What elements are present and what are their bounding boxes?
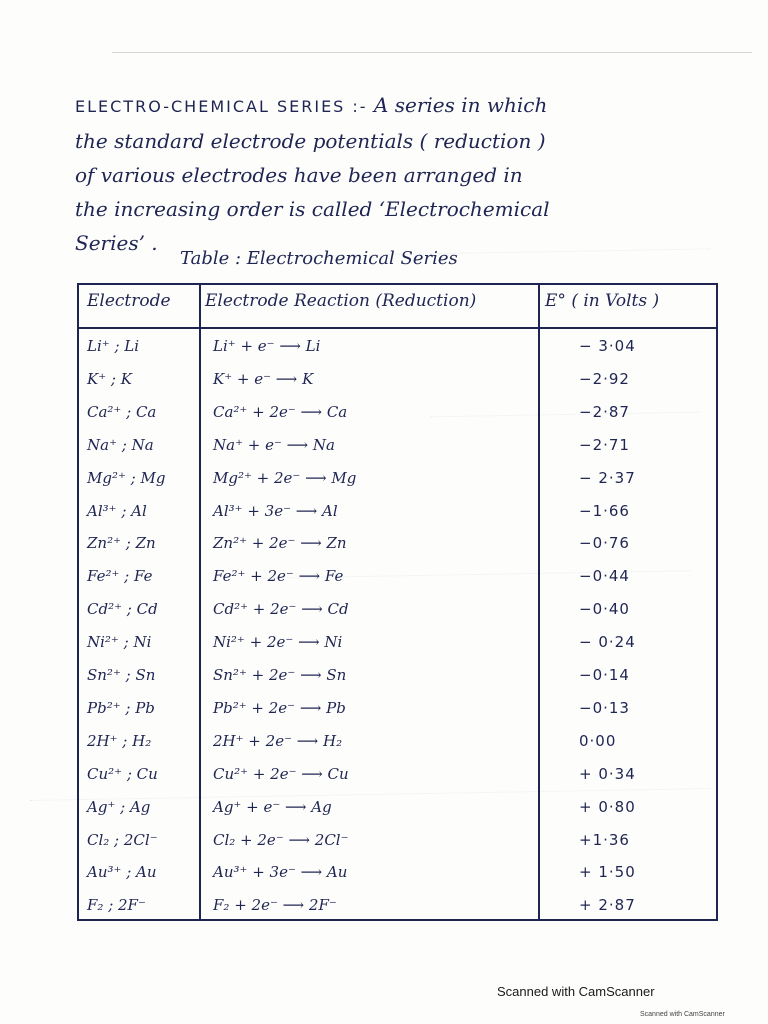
potential-cell: −0·44 xyxy=(579,567,630,586)
header-reaction: Electrode Reaction (Reduction) xyxy=(205,291,477,311)
table-row xyxy=(79,596,716,628)
reaction-cell: Li⁺ + e⁻ ⟶ Li xyxy=(213,337,321,355)
table-row xyxy=(79,333,716,365)
potential-cell: −2·71 xyxy=(579,435,630,454)
electrode-cell: Zn²⁺ ; Zn xyxy=(87,534,156,553)
electrode-cell: Ni²⁺ ; Ni xyxy=(87,633,152,652)
header-electrode: Electrode xyxy=(87,291,171,311)
potential-cell: − 0·24 xyxy=(579,633,636,652)
intro-line-3: of various electrodes have been arranged in xyxy=(75,163,523,187)
scanner-watermark-small: Scanned with CamScanner xyxy=(640,1011,725,1018)
electrode-cell: Al³⁺ ; Al xyxy=(87,501,147,520)
electrode-cell: Pb²⁺ ; Pb xyxy=(87,698,155,717)
intro-line-4: the increasing order is called ‘Electrochemical xyxy=(75,197,550,221)
electrode-cell: Cu²⁺ ; Cu xyxy=(87,764,158,783)
table-title: Table : Electrochemical Series xyxy=(180,248,458,269)
electrode-cell: Cd²⁺ ; Cd xyxy=(87,600,158,619)
electrode-cell: F₂ ; 2F⁻ xyxy=(87,896,146,915)
reaction-cell: Mg²⁺ + 2e⁻ ⟶ Mg xyxy=(213,468,357,487)
potential-cell: + 0·80 xyxy=(579,797,636,816)
electrode-cell: Ag⁺ ; Ag xyxy=(87,797,151,816)
reaction-cell: Cd²⁺ + 2e⁻ ⟶ Cd xyxy=(213,600,349,619)
table-row xyxy=(79,761,716,793)
electrochemical-series-table xyxy=(77,283,718,921)
table-row xyxy=(79,465,716,497)
reaction-cell: Na⁺ + e⁻ ⟶ Na xyxy=(213,435,335,454)
table-row xyxy=(79,827,716,859)
reaction-cell: K⁺ + e⁻ ⟶ K xyxy=(213,369,314,388)
potential-cell: − 3·04 xyxy=(579,337,636,355)
potential-cell: −0·14 xyxy=(579,666,630,684)
section-heading: ELECTRO-CHEMICAL SERIES :- xyxy=(75,97,368,116)
potential-cell: −0·76 xyxy=(579,534,630,553)
table-row xyxy=(79,498,716,530)
intro-line-1-rest: A series in which xyxy=(367,93,548,117)
electrode-cell: Na⁺ ; Na xyxy=(87,435,154,454)
electrode-cell: Li⁺ ; Li xyxy=(87,337,140,355)
potential-cell: + 2·87 xyxy=(579,896,636,915)
table-row xyxy=(79,563,716,595)
electrode-cell: Cl₂ ; 2Cl⁻ xyxy=(87,830,158,849)
table-row xyxy=(79,859,716,891)
potential-cell: −1·66 xyxy=(579,501,630,520)
intro-paragraph xyxy=(75,88,743,260)
reaction-cell: Al³⁺ + 3e⁻ ⟶ Al xyxy=(213,501,338,520)
intro-line-5: Series’ . xyxy=(75,231,158,255)
electrode-cell: K⁺ ; K xyxy=(87,369,132,388)
intro-line-2: the standard electrode potentials ( reduction ) xyxy=(75,129,546,153)
table-row xyxy=(79,432,716,464)
potential-cell: −0·13 xyxy=(579,698,630,717)
reaction-cell: Ag⁺ + e⁻ ⟶ Ag xyxy=(213,797,332,816)
reaction-cell: F₂ + 2e⁻ ⟶ 2F⁻ xyxy=(213,896,337,915)
potential-cell: + 1·50 xyxy=(579,863,636,882)
reaction-cell: Fe²⁺ + 2e⁻ ⟶ Fe xyxy=(213,567,344,586)
electrode-cell: Sn²⁺ ; Sn xyxy=(87,666,156,684)
table-row xyxy=(79,366,716,398)
reaction-cell: Ca²⁺ + 2e⁻ ⟶ Ca xyxy=(213,402,348,421)
electrode-cell: Au³⁺ ; Au xyxy=(87,863,157,882)
scanner-watermark: Scanned with CamScanner xyxy=(497,984,655,999)
potential-cell: +1·36 xyxy=(579,830,630,849)
electrode-cell: Mg²⁺ ; Mg xyxy=(87,468,166,487)
potential-cell: 0·00 xyxy=(579,731,617,750)
reaction-cell: Pb²⁺ + 2e⁻ ⟶ Pb xyxy=(213,698,346,717)
potential-cell: −2·87 xyxy=(579,402,630,421)
table-row xyxy=(79,629,716,661)
potential-cell: + 0·34 xyxy=(579,764,636,783)
reaction-cell: Sn²⁺ + 2e⁻ ⟶ Sn xyxy=(213,666,347,684)
reaction-cell: Zn²⁺ + 2e⁻ ⟶ Zn xyxy=(213,534,347,553)
table-row xyxy=(79,892,716,924)
reaction-cell: Cl₂ + 2e⁻ ⟶ 2Cl⁻ xyxy=(213,830,349,849)
reaction-cell: 2H⁺ + 2e⁻ ⟶ H₂ xyxy=(213,731,343,750)
reaction-cell: Cu²⁺ + 2e⁻ ⟶ Cu xyxy=(213,764,349,783)
electrode-cell: Ca²⁺ ; Ca xyxy=(87,402,157,421)
table-row xyxy=(79,530,716,562)
table-row xyxy=(79,794,716,826)
electrode-cell: Fe²⁺ ; Fe xyxy=(87,567,153,586)
electrode-cell: 2H⁺ ; H₂ xyxy=(87,731,152,750)
potential-cell: −0·40 xyxy=(579,600,630,619)
intro-line-1 xyxy=(75,88,743,124)
potential-cell: −2·92 xyxy=(579,369,630,388)
table-row xyxy=(79,662,716,694)
table-row xyxy=(79,695,716,727)
header-potential: E° ( in Volts ) xyxy=(545,291,660,311)
page-top-edge xyxy=(112,52,752,53)
reaction-cell: Ni²⁺ + 2e⁻ ⟶ Ni xyxy=(213,633,343,652)
header-divider xyxy=(79,327,716,329)
table-row xyxy=(79,399,716,431)
reaction-cell: Au³⁺ + 3e⁻ ⟶ Au xyxy=(213,863,348,882)
potential-cell: − 2·37 xyxy=(579,468,636,487)
table-row xyxy=(79,728,716,760)
